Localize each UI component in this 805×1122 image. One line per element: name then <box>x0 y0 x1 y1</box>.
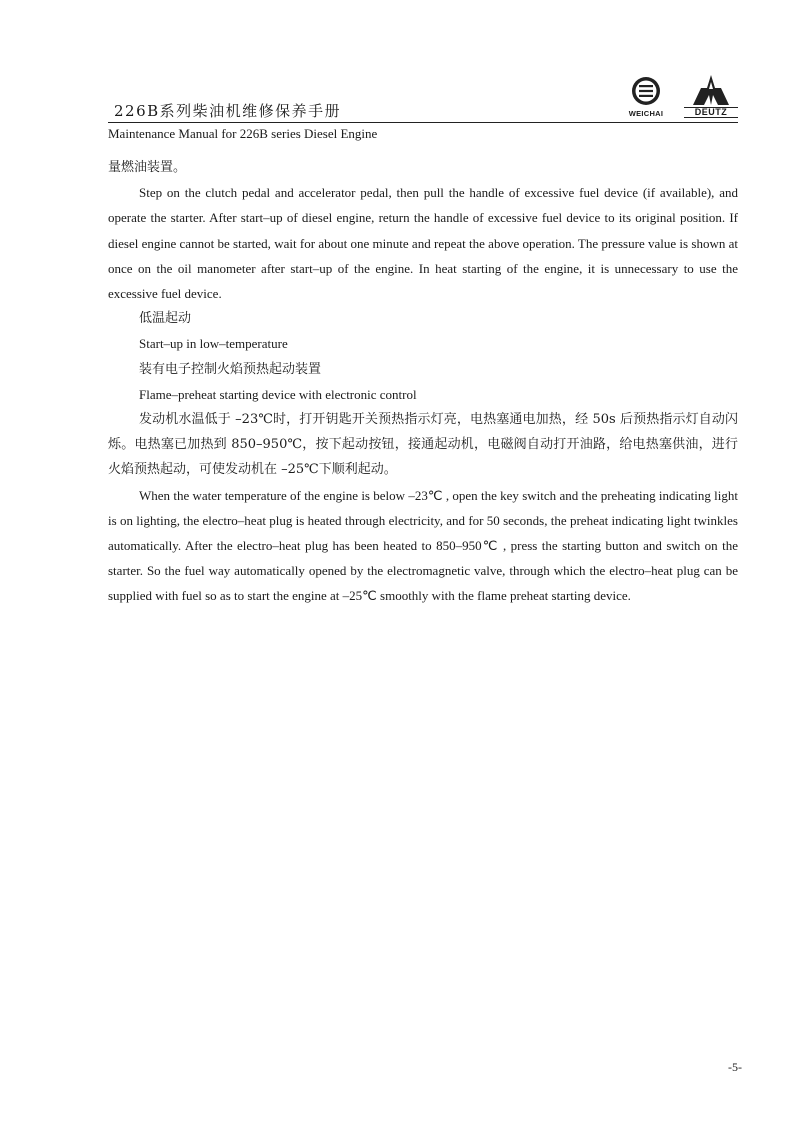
heading-low-temp-start-en: Start–up in low–temperature <box>139 336 288 352</box>
paragraph-starting-procedure: Step on the clutch pedal and accelerator pedal, then pull the handle of excessive fuel device (if available), and operate the starter. After start–up of diesel engine, return the handle of excessive fuel device to its original position. If diesel engine cannot be started, wait for about one minute and repeat the above operation. The pressure value is shown at once on the oil manometer after start–up of the engine. In heat starting of the engine, it is unnecessary to use the excessive fuel device. <box>108 185 738 302</box>
weichai-emblem-icon <box>631 76 661 106</box>
weichai-logo <box>626 76 666 118</box>
deutz-logo-text: DEUTZ <box>684 107 738 118</box>
subheading-flame-preheat-cn: 装有电子控制火焰预热起动装置 <box>139 361 322 377</box>
header-title-chinese: 226B系列柴油机维修保养手册 <box>114 102 342 120</box>
paragraph-preheat-procedure-cn: 发动机水温低于 –23℃时，打开钥匙开关预热指示灯亮，电热塞通电加热，经 50s 后预热指示灯自动闪烁。电热塞已加热到 850–950℃，按下起动按钮，接通起动机，电磁阀自动打开油路，给电热塞供油，进行火焰预热起动，可使发动机在 –25℃下顺利起动。 <box>108 412 738 478</box>
paragraph-continuation-cn: 量燃油装置。 <box>108 160 187 175</box>
heading-low-temp-start-cn: 低温起动 <box>139 311 192 327</box>
header-rule <box>108 122 738 123</box>
weichai-logo-text: WEICHAI <box>628 109 664 118</box>
header-logos <box>626 74 738 120</box>
subheading-flame-preheat-en: Flame–preheat starting device with electronic control <box>139 386 417 402</box>
deutz-emblem-icon <box>691 74 731 106</box>
page-header <box>108 74 738 124</box>
deutz-logo <box>684 74 738 118</box>
paragraph-preheat-procedure-en: When the water temperature of the engine is below –23℃ , open the key switch and the preheating indicating light is on lighting, the electro–heat plug is heated through electricity, and for 50 seconds, the preheat indicating light twinkles automatically. After the electro–heat plug has been heated to 850–950℃ , press the starting button and switch on the starter. So the fuel way automatically opened by the electromagnetic valve, through which the electro–heat plug can be supplied with fuel so as to start the engine at –25℃ smoothly with the flame preheat starting device. <box>108 487 738 604</box>
page-body <box>108 155 738 609</box>
page-number: -5- <box>728 1060 742 1074</box>
header-title-english: Maintenance Manual for 226B series Diesel Engine <box>108 126 378 141</box>
